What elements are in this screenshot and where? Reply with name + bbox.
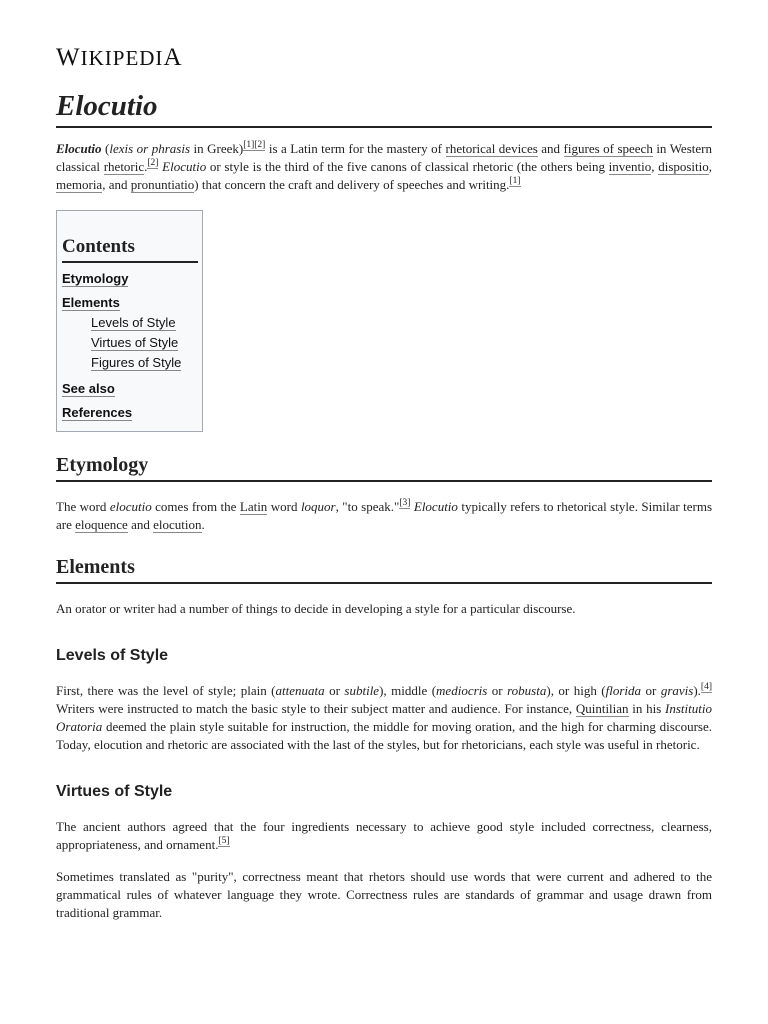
levels-text: deemed the plain style suitable for instruction, the middle for moving oration, and the high for charming discourse. Today, elocution and rhetoric are associated with the last of the styles, but for rhetoricians, each style was useful in rhetoric. [56, 719, 712, 752]
ref-link-2[interactable]: [2] [147, 158, 159, 168]
toc-item-references [62, 403, 198, 423]
toc-link-elements[interactable]: Elements [62, 295, 120, 310]
article-page [56, 0, 712, 922]
levels-text: First, there was the level of style; plain ( [56, 683, 276, 698]
toc-title: Contents [62, 235, 198, 263]
etymology-text: comes from the [151, 499, 240, 514]
ref-link-1[interactable]: [1] [243, 140, 255, 150]
virtues-paragraph-1 [56, 818, 712, 854]
link-pronuntiatio[interactable]: pronuntiatio [130, 177, 195, 192]
link-memoria[interactable]: memoria [56, 177, 103, 192]
ref-sup [701, 682, 712, 693]
levels-term: florida [605, 683, 642, 698]
toc-item-levels-of-style [62, 313, 198, 333]
levels-text: Writers were instructed to match the basic style to their subject matter and audience. For instance, [56, 701, 576, 716]
etymology-text: The word [56, 499, 110, 514]
toc-item-elements [62, 293, 198, 313]
levels-text: ), middle ( [379, 683, 437, 698]
lead-text: is a Latin term for the mastery of [265, 141, 446, 156]
link-rhetoric[interactable]: rhetoric [103, 159, 145, 174]
lead-greek-terms: lexis or phrasis [109, 141, 190, 156]
table-of-contents [56, 210, 203, 432]
lead-text: in Western classical [56, 141, 712, 174]
ref-sup [147, 158, 158, 169]
etymology-text: word [267, 499, 301, 514]
levels-text: ), or high ( [546, 683, 606, 698]
spacer [56, 482, 712, 498]
ref-sup [254, 140, 265, 151]
spacer [56, 666, 712, 682]
link-inventio[interactable]: inventio [608, 159, 652, 174]
ref-sup [243, 140, 254, 151]
levels-term: robusta [507, 683, 547, 698]
spacer [56, 534, 712, 554]
section-heading-etymology: Etymology [56, 452, 712, 482]
etymology-word: elocutio [109, 499, 152, 514]
etymology-text: . [201, 517, 205, 532]
subsection-heading-levels: Levels of Style [56, 647, 169, 664]
spacer [56, 802, 712, 818]
lead-term-italic: Elocutio [162, 159, 207, 174]
spacer [56, 618, 712, 646]
toc-item-etymology [62, 269, 198, 289]
toc-link-etymology[interactable]: Etymology [62, 271, 129, 286]
link-rhetorical-devices[interactable]: rhetorical devices [445, 141, 538, 156]
link-latin[interactable]: Latin [239, 499, 268, 514]
lead-text: and [537, 141, 564, 156]
elements-paragraph: An orator or writer had a number of things to decide in developing a style for a particular discourse. [56, 601, 576, 616]
levels-text: or [487, 683, 508, 698]
lead-text: ) that concern the craft and delivery of speeches and writing. [194, 177, 510, 192]
spacer [56, 584, 712, 600]
wordmark-initial: W [56, 44, 81, 71]
levels-work-title: Institutio Oratoria [56, 701, 712, 734]
wordmark-final: A [163, 44, 183, 71]
etymology-word: Elocutio [413, 499, 458, 514]
lead-paragraph: Elocutio (lexis or phrasis in Greek)[1][2] is a Latin term for the mastery of rhetorical devices and figures of speech in Western classical rhetoric.[2] Elocutio or style is the third of the five canons of classical rhetoric (the others being inventio, dispositio, memoria, and pronuntiatio) that concern the craft and delivery of speeches and writing.[1] [56, 140, 713, 192]
ref-sup [509, 176, 520, 187]
lead-text: in Greek) [190, 141, 244, 156]
ref-link-4[interactable]: [4] [700, 682, 712, 692]
spacer [56, 854, 712, 868]
subsection-heading-virtues: Virtues of Style [56, 783, 173, 800]
ref-link-3[interactable]: [3] [399, 498, 411, 508]
lead-text: ( [101, 141, 110, 156]
virtues-text: The ancient authors agreed that the four ingredients necessary to achieve good style included correctness, clearness, appropriateness, and ornament. [56, 819, 712, 852]
toc-link-figures-of-style[interactable]: Figures of Style [91, 355, 182, 370]
spacer [56, 432, 712, 452]
ref-link-5[interactable]: [5] [218, 836, 230, 846]
levels-text: or [324, 683, 345, 698]
levels-term: attenuata [275, 683, 325, 698]
lead-text: . [144, 159, 148, 174]
section-heading-elements: Elements [56, 554, 712, 584]
lead-text: , and [102, 177, 131, 192]
toc-link-references[interactable]: References [62, 405, 133, 420]
toc-item-figures-of-style [62, 353, 198, 373]
link-elocution[interactable]: elocution [153, 517, 202, 532]
levels-text: or [641, 683, 661, 698]
levels-term: gravis [660, 683, 694, 698]
levels-paragraph [56, 682, 712, 754]
toc-link-virtues-of-style[interactable]: Virtues of Style [91, 335, 179, 350]
levels-text: in his [628, 701, 666, 716]
link-quintilian[interactable]: Quintilian [575, 701, 629, 716]
ref-sup [218, 836, 229, 847]
toc-item-virtues-of-style [62, 333, 198, 353]
ref-link-2[interactable]: [2] [254, 140, 266, 150]
etymology-text: and [127, 517, 154, 532]
link-figures-of-speech[interactable]: figures of speech [563, 141, 653, 156]
wikipedia-wordmark[interactable] [56, 44, 712, 72]
levels-text: ). [693, 683, 701, 698]
levels-term: mediocris [436, 683, 488, 698]
etymology-text: , "to speak." [335, 499, 400, 514]
wordmark-middle: IKIPEDI [80, 46, 164, 70]
toc-item-see-also [62, 379, 198, 399]
page-title: Elocutio [56, 88, 712, 128]
levels-term: subtile [344, 683, 380, 698]
toc-link-see-also[interactable]: See also [62, 381, 115, 396]
ref-link-1[interactable]: [1] [509, 176, 521, 186]
etymology-word: loquor [300, 499, 336, 514]
lead-term: Elocutio [56, 141, 102, 156]
ref-sup [399, 498, 410, 509]
link-eloquence[interactable]: eloquence [75, 517, 128, 532]
etymology-paragraph [56, 498, 712, 534]
etymology-text: typically refers to rhetorical style. Similar terms are [56, 499, 713, 532]
toc-link-levels-of-style[interactable]: Levels of Style [91, 315, 176, 330]
link-dispositio[interactable]: dispositio [658, 159, 709, 174]
lead-text: or style is the third of the five canons of classical rhetoric (the others being [206, 159, 609, 174]
virtues-paragraph-2: Sometimes translated as "purity", correctness meant that rhetors should use words that were current and adhered to the grammatical rules of whatever language they wrote. Correctness rules are standards of grammar and usage drawn from traditional grammar. [56, 869, 712, 920]
spacer [56, 754, 712, 782]
